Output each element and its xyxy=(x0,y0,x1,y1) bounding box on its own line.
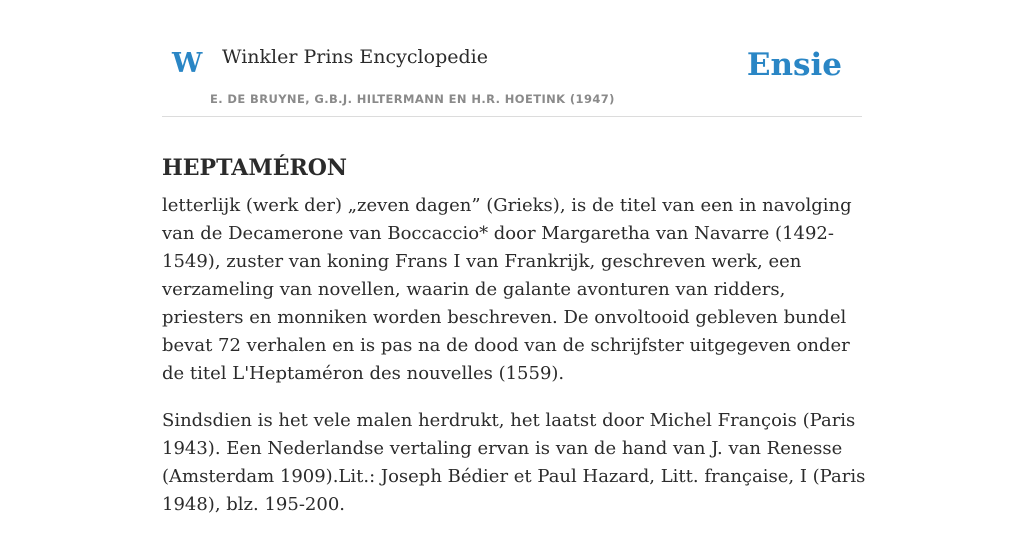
publication-title[interactable]: Winkler Prins Encyclopedie xyxy=(222,46,488,68)
page-header xyxy=(162,0,862,117)
winkler-prins-logo[interactable]: W xyxy=(172,48,203,79)
article-body xyxy=(162,192,866,538)
article-paragraph: letterlijk (werk der) „zeven dagen” (Grieks), is de titel van een in navolging van de Decamerone van Boccaccio* door Margaretha van Navarre (1492-1549), zuster van koning Frans I van Frankrijk, geschreven werk, een verzameling van novellen, waarin de galante avonturen van ridders, priesters en monniken worden beschreven. De onvoltooid gebleven bundel bevat 72 verhalen en is pas na de dood van de schrijfster uitgegeven onder de titel L'Heptaméron des nouvelles (1559). xyxy=(162,195,852,384)
article-paragraph: Sindsdien is het vele malen herdrukt, het laatst door Michel François (Paris 1943). Een Nederlandse vertaling ervan is van de hand van J. van Renesse (Amsterdam 1909).Lit.: Joseph Bédier et Paul Hazard, Litt. française, I (Paris 1948), blz. 195-200. xyxy=(162,410,866,515)
ensie-logo[interactable]: Ensie xyxy=(746,47,842,83)
publication-authors: E. DE BRUYNE, G.B.J. HILTERMANN EN H.R. HOETINK (1947) xyxy=(210,92,615,106)
article-headword: HEPTAMÉRON xyxy=(162,154,348,181)
